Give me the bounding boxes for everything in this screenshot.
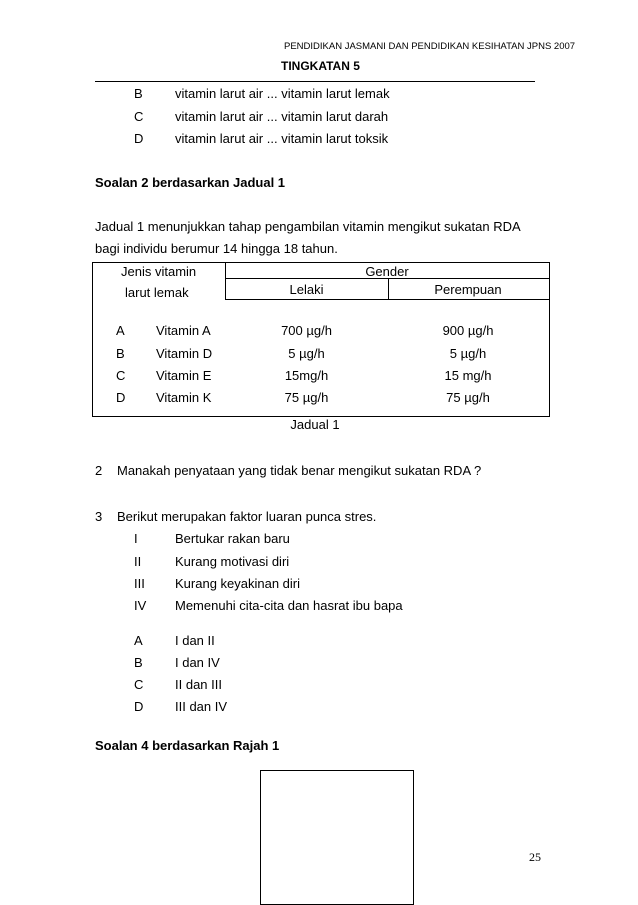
answer-option-text: II dan III: [175, 677, 222, 692]
table-row-vitamin: Vitamin E: [156, 368, 212, 383]
q1-option-text: vitamin larut air ... vitamin larut lemak: [175, 86, 390, 101]
statement-numeral: II: [134, 554, 142, 569]
statement-text: Kurang keyakinan diri: [175, 576, 301, 591]
question-3-text: Berikut merupakan faktor luaran punca stres.: [117, 509, 377, 524]
section-heading-q2: Soalan 2 berdasarkan Jadual 1: [95, 175, 286, 190]
table-header-male: Lelaki: [289, 282, 324, 297]
table-cell-male: 5 µg/h: [288, 346, 325, 361]
table-header-bottom-line: [225, 299, 549, 300]
answer-option-text: I dan II: [175, 633, 215, 648]
answer-option-letter: A: [134, 633, 143, 648]
q1-option-letter: B: [134, 86, 143, 101]
table-row-vitamin: Vitamin A: [156, 323, 211, 338]
page-number: 25: [529, 850, 541, 864]
table-row-letter: C: [116, 368, 126, 383]
table-header-gender: Gender: [365, 264, 409, 279]
answer-option-letter: C: [134, 677, 144, 692]
table-row-letter: A: [116, 323, 125, 338]
table-cell-male: 700 µg/h: [281, 323, 332, 338]
statement-numeral: I: [134, 531, 138, 546]
statement-text: Kurang motivasi diri: [175, 554, 290, 569]
answer-option-letter: B: [134, 655, 143, 670]
figure-placeholder-box: [260, 770, 414, 905]
statement-numeral: IV: [134, 598, 147, 613]
statement-numeral: III: [134, 576, 145, 591]
question-number: 2: [95, 463, 103, 478]
q1-option-text: vitamin larut air ... vitamin larut darah: [175, 109, 389, 124]
table-header-female: Perempuan: [434, 282, 502, 297]
statement-text: Bertukar rakan baru: [175, 531, 290, 546]
q1-option-letter: C: [134, 109, 144, 124]
table-cell-female: 15 mg/h: [444, 368, 492, 383]
table-row-vitamin: Vitamin K: [156, 390, 212, 405]
table-cell-female: 900 µg/h: [442, 323, 494, 338]
question-number: 3: [95, 509, 103, 524]
table-cell-female: 75 µg/h: [446, 390, 490, 405]
q1-option-letter: D: [134, 131, 144, 146]
table-header-vitamin-type-line-1: Jenis vitamin: [121, 264, 197, 279]
document-header-level: TINGKATAN 5: [281, 59, 360, 73]
answer-option-text: III dan IV: [175, 699, 228, 714]
section-heading-q4: Soalan 4 berdasarkan Rajah 1: [95, 738, 280, 753]
table-row-letter: B: [116, 346, 125, 361]
table-row-vitamin: Vitamin D: [156, 346, 213, 361]
table-intro-line-1: Jadual 1 menunjukkan tahap pengambilan vitamin mengikut sukatan RDA: [95, 219, 521, 234]
header-divider: [95, 81, 535, 82]
table-cell-female: 5 µg/h: [449, 346, 487, 361]
answer-option-text: I dan IV: [175, 655, 220, 670]
table-cell-male: 75 µg/h: [284, 390, 329, 405]
table-header-vitamin-type-line-2: larut lemak: [125, 285, 189, 300]
table-row-letter: D: [116, 390, 126, 405]
table-cell-male: 15mg/h: [284, 368, 329, 383]
table-caption: Jadual 1: [290, 417, 340, 432]
q1-option-text: vitamin larut air ... vitamin larut toksik: [175, 131, 389, 146]
statement-text: Memenuhi cita-cita dan hasrat ibu bapa: [175, 598, 403, 613]
question-2-text: Manakah penyataan yang tidak benar mengikut sukatan RDA ?: [117, 463, 482, 478]
document-header-title: PENDIDIKAN JASMANI DAN PENDIDIKAN KESIHATAN JPNS 2007: [284, 41, 576, 52]
table-intro-line-2: bagi individu berumur 14 hingga 18 tahun.: [95, 241, 338, 256]
answer-option-letter: D: [134, 699, 144, 714]
